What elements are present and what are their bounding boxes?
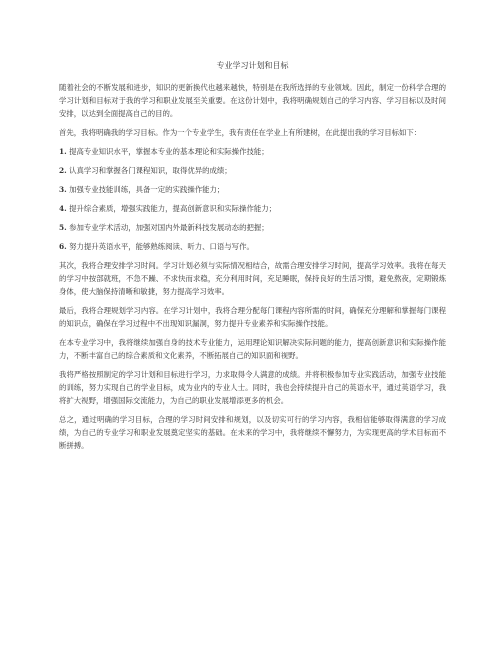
goal-item-6 [59,240,446,253]
goal-number: 5. [59,223,67,232]
goal-item-4 [59,202,446,215]
conclusion-paragraph: 总之，通过明确的学习目标，合理的学习时间安排和规划，以及切实可行的学习内容，我相信能够取得满意的学习成绩，为自己的专业学习和职业发展奠定坚实的基础。在未来的学习中，我将继续不懈努力，为实现更高的学术目标而不断拼搏。 [59,415,446,450]
goal-text: 加强专业技能训练，具备一定的实践操作能力； [69,185,225,194]
goal-text: 努力提升英语水平，能够熟练阅读、听力、口语与写作。 [69,242,254,251]
goal-number: 4. [59,204,67,213]
goal-text: 认真学习和掌握各门课程知识，取得优异的成绩； [69,166,232,175]
goal-number: 1. [59,147,67,156]
document-title: 专业学习计划和目标 [216,61,289,70]
execution-paragraph: 我将严格按照制定的学习计划和目标进行学习，力求取得令人满意的成绩。并将积极参加专业实践活动，加强专业技能的训练，努力实现自己的学业目标，成为业内的专业人士。同时，我也会持续提升自己的英语水平，通过英语学习，我将扩大视野，增强国际交流能力，为自己的职业发展增添更多的机会。 [59,370,446,405]
goals-intro-paragraph: 首先，我将明确我的学习目标。作为一个专业学生，我有责任在学业上有所建树，在此提出我的学习目标如下： [59,128,422,137]
time-plan-paragraph: 其次，我将合理安排学习时间。学习计划必须与实际情况相结合，故需合理安排学习时间，提高学习效率。我将在每天的学习中按部就班，不急不躁、不求快而求稳，充分利用时间，充足睡眠，保持良好的生活习惯，避免熬夜，定期锻炼身体，使大脑保持清晰和敏捷，努力提高学习效率。 [59,261,446,296]
intro-paragraph: 随着社会的不断发展和进步，知识的更新换代也越来越快，特别是在我所选择的专业领域。因此，制定一份科学合理的学习计划和目标对于我的学习和职业发展至关重要。在这份计划中，我将明确规划自己的学习内容、学习目标以及时间安排，以达到全面提高自己的目的。 [59,83,446,118]
goal-text: 参加专业学术活动，加强对国内外最新科技发展动态的把握； [69,223,269,232]
goal-item-1 [59,145,446,158]
goal-text: 提高专业知识水平，掌握本专业的基本理论和实际操作技能； [69,147,269,156]
goal-item-2 [59,164,446,177]
goal-item-5 [59,221,446,234]
goal-number: 3. [59,185,67,194]
goal-number: 2. [59,166,67,175]
goal-text: 提升综合素质，增强实践能力，提高创新意识和实际操作能力； [69,204,277,213]
content-plan-paragraph: 最后，我将合理规划学习内容。在学习计划中，我将合理分配每门课程内容所需的时间，确保充分理解和掌握每门课程的知识点，确保在学习过程中不出现知识漏洞，努力提升专业素养和实际操作技能。 [59,306,446,328]
goal-number: 6. [59,242,67,251]
process-paragraph: 在本专业学习中，我将继续加强自身的技术专业能力，运用理论知识解决实际问题的能力，提高创新意识和实际操作能力，不断丰富自己的综合素质和文化素养，不断拓展自己的知识面和视野。 [59,338,446,360]
goal-item-3 [59,183,446,196]
